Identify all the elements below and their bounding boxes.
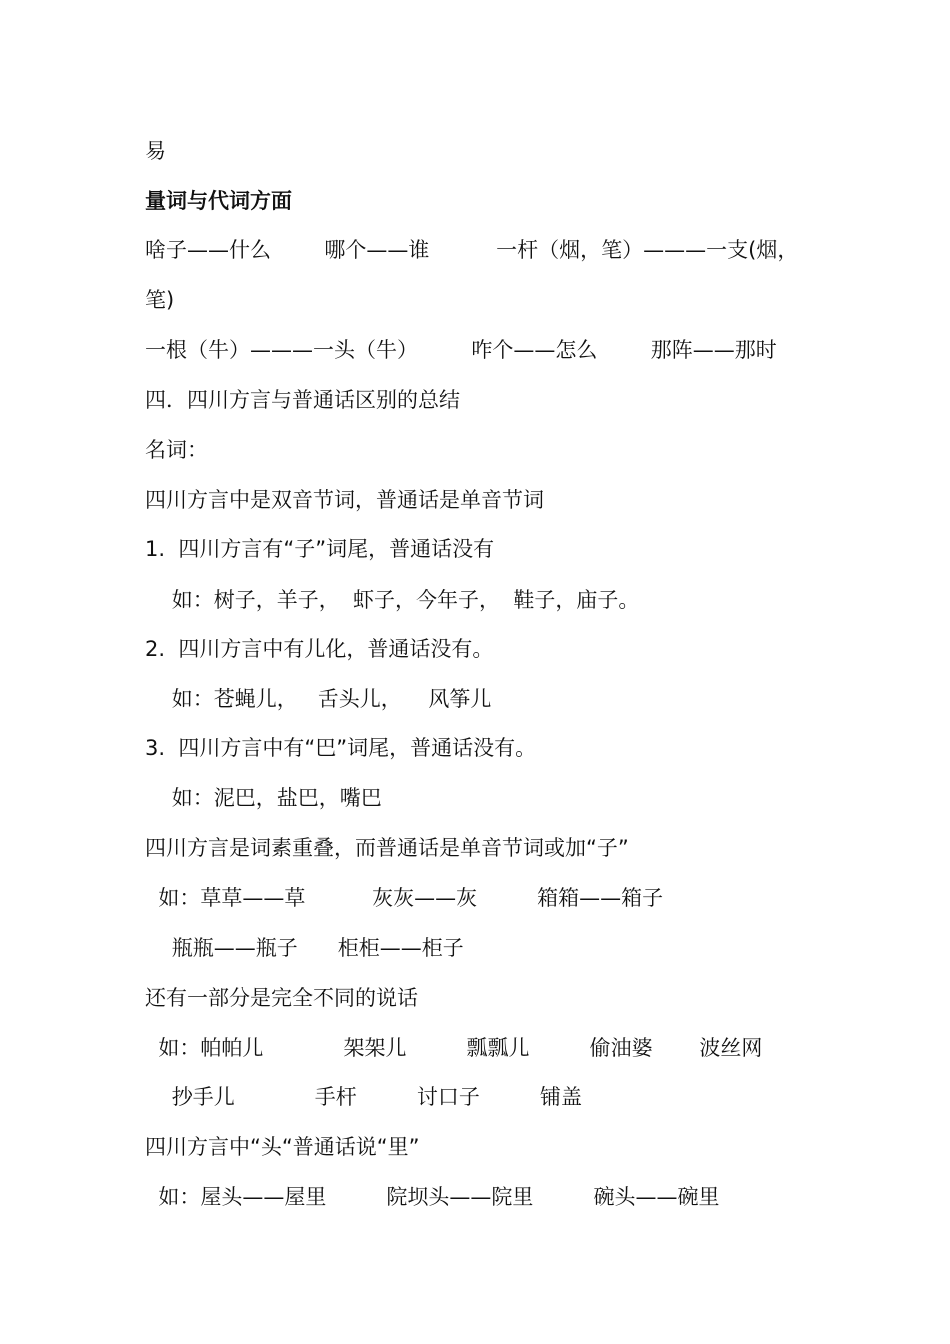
- list-item-1-example: 如：树子，羊子， 虾子，今年子， 鞋子，庙子。: [145, 588, 640, 612]
- text-line-19: 如：帕帕儿 架架儿 瓢瓢儿 偷油婆 波丝网: [145, 1036, 763, 1060]
- text-line-7: 名词：: [145, 438, 208, 462]
- list-item-1: 1. 四川方言有“子”词尾，普通话没有: [145, 537, 495, 561]
- list-item-3: 3. 四川方言中有“巴”词尾，普通话没有。: [145, 736, 537, 760]
- list-item-3-example: 如：泥巴，盐巴，嘴巴: [145, 786, 382, 810]
- list-item-2-example: 如：苍蝇儿， 舌头儿， 风筝儿: [145, 687, 492, 711]
- text-line-3: 啥子——什么 哪个——谁 一杆（烟，笔）———一支(烟，: [145, 238, 799, 262]
- text-line-17: 瓶瓶——瓶子 柜柜——柜子: [145, 936, 464, 960]
- text-line-5: 一根（牛）———一头（牛） 咋个——怎么 那阵——那时: [145, 338, 777, 362]
- list-item-2: 2. 四川方言中有儿化，普通话没有。: [145, 637, 494, 661]
- text-line-1: 易: [145, 139, 166, 163]
- text-line-18: 还有一部分是完全不同的说话: [145, 986, 418, 1010]
- text-line-22: 如：屋头——屋里 院坝头——院里 碗头——碗里: [145, 1185, 720, 1209]
- text-line-8: 四川方言中是双音节词，普通话是单音节词: [145, 488, 544, 512]
- text-line-20: 抄手儿 手杆 讨口子 铺盖: [145, 1085, 582, 1109]
- section-heading-measure-words: 量词与代词方面: [145, 189, 292, 213]
- section-heading-summary: 四．四川方言与普通话区别的总结: [145, 388, 460, 412]
- text-line-21: 四川方言中“头“普通话说“里”: [145, 1135, 420, 1159]
- text-line-15: 四川方言是词素重叠，而普通话是单音节词或加“子”: [145, 836, 629, 860]
- text-line-4: 笔): [145, 288, 175, 312]
- text-line-16: 如：草草——草 灰灰——灰 箱箱——箱子: [145, 886, 664, 910]
